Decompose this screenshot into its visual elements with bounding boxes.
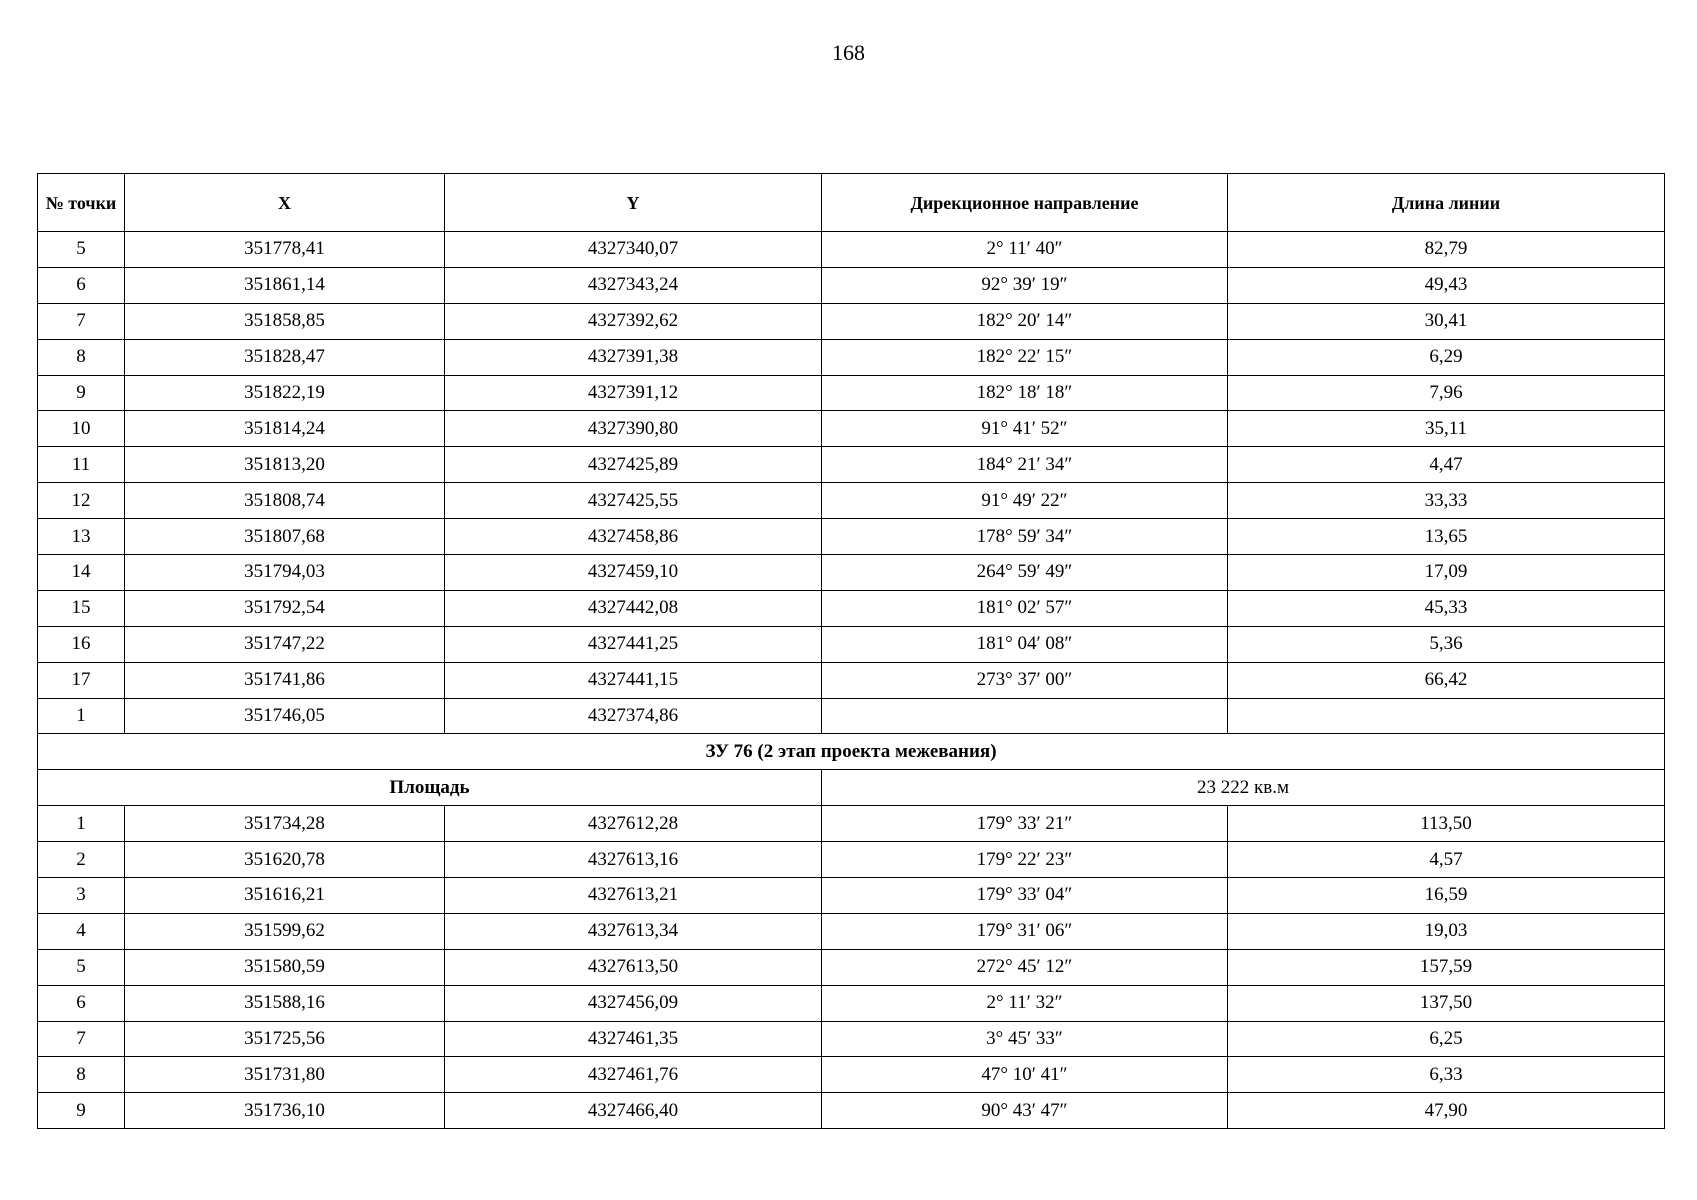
- cell-y: 4327613,34: [445, 913, 822, 949]
- cell-y: 4327391,38: [445, 339, 822, 375]
- table-row: [38, 339, 1665, 375]
- cell-y: 4327425,89: [445, 447, 822, 483]
- table-row: [38, 1093, 1665, 1129]
- table-row: [38, 878, 1665, 914]
- cell-line-length: 35,11: [1228, 411, 1665, 447]
- header-y: Y: [445, 174, 822, 232]
- cell-x: 351794,03: [125, 555, 445, 591]
- cell-y: 4327343,24: [445, 267, 822, 303]
- section-title: ЗУ 76 (2 этап проекта межевания): [38, 734, 1665, 770]
- cell-y: 4327442,08: [445, 590, 822, 626]
- cell-line-length: 6,25: [1228, 1021, 1665, 1057]
- cell-point-number: 12: [38, 483, 125, 519]
- header-line-length: Длина линии: [1228, 174, 1665, 232]
- cell-direction: 92° 39′ 19″: [822, 267, 1228, 303]
- cell-y: 4327612,28: [445, 806, 822, 842]
- cell-y: 4327374,86: [445, 698, 822, 734]
- cell-y: 4327340,07: [445, 232, 822, 268]
- page-number: 168: [832, 40, 865, 65]
- cell-point-number: 6: [38, 985, 125, 1021]
- area-label: Площадь: [38, 770, 822, 806]
- cell-x: 351808,74: [125, 483, 445, 519]
- cell-point-number: 10: [38, 411, 125, 447]
- cell-line-length: 13,65: [1228, 519, 1665, 555]
- cell-x: 351741,86: [125, 662, 445, 698]
- cell-point-number: 7: [38, 303, 125, 339]
- cell-x: 351580,59: [125, 949, 445, 985]
- cell-point-number: 5: [38, 949, 125, 985]
- cell-point-number: 9: [38, 375, 125, 411]
- cell-line-length: 66,42: [1228, 662, 1665, 698]
- section-block: [38, 734, 1665, 806]
- cell-x: 351736,10: [125, 1093, 445, 1129]
- cell-line-length: 17,09: [1228, 555, 1665, 591]
- table-header-row: [38, 174, 1665, 232]
- cell-line-length: 137,50: [1228, 985, 1665, 1021]
- table-row: [38, 985, 1665, 1021]
- section-title-row: [38, 734, 1665, 770]
- cell-point-number: 1: [38, 806, 125, 842]
- cell-point-number: 6: [38, 267, 125, 303]
- cell-y: 4327391,12: [445, 375, 822, 411]
- cell-direction: 264° 59′ 49″: [822, 555, 1228, 591]
- table-row: [38, 626, 1665, 662]
- cell-y: 4327458,86: [445, 519, 822, 555]
- cell-x: 351813,20: [125, 447, 445, 483]
- cell-direction: 179° 31′ 06″: [822, 913, 1228, 949]
- cell-point-number: 16: [38, 626, 125, 662]
- table-row: [38, 555, 1665, 591]
- cell-x: 351731,80: [125, 1057, 445, 1093]
- cell-x: 351814,24: [125, 411, 445, 447]
- table-body-part2: [38, 806, 1665, 1129]
- table-row: [38, 806, 1665, 842]
- cell-direction: 91° 49′ 22″: [822, 483, 1228, 519]
- cell-direction: 179° 33′ 04″: [822, 878, 1228, 914]
- cell-point-number: 1: [38, 698, 125, 734]
- table-row: [38, 303, 1665, 339]
- cell-point-number: 7: [38, 1021, 125, 1057]
- cell-x: 351822,19: [125, 375, 445, 411]
- table-row: [38, 842, 1665, 878]
- cell-direction: 90° 43′ 47″: [822, 1093, 1228, 1129]
- table-row: [38, 590, 1665, 626]
- table-body-part1: [38, 232, 1665, 734]
- cell-line-length: [1228, 698, 1665, 734]
- cell-direction: 91° 41′ 52″: [822, 411, 1228, 447]
- table-row: [38, 1021, 1665, 1057]
- cell-direction: [822, 698, 1228, 734]
- cell-line-length: 49,43: [1228, 267, 1665, 303]
- cell-line-length: 33,33: [1228, 483, 1665, 519]
- cell-y: 4327456,09: [445, 985, 822, 1021]
- table-row: [38, 913, 1665, 949]
- cell-line-length: 16,59: [1228, 878, 1665, 914]
- cell-line-length: 4,57: [1228, 842, 1665, 878]
- cell-x: 351828,47: [125, 339, 445, 375]
- table-row: [38, 949, 1665, 985]
- table-row: [38, 698, 1665, 734]
- cell-y: 4327441,15: [445, 662, 822, 698]
- cell-y: 4327441,25: [445, 626, 822, 662]
- table-row: [38, 232, 1665, 268]
- cell-direction: 272° 45′ 12″: [822, 949, 1228, 985]
- cell-direction: 2° 11′ 32″: [822, 985, 1228, 1021]
- cell-direction: 182° 18′ 18″: [822, 375, 1228, 411]
- table-row: [38, 483, 1665, 519]
- cell-x: 351747,22: [125, 626, 445, 662]
- cell-direction: 273° 37′ 00″: [822, 662, 1228, 698]
- cell-line-length: 6,33: [1228, 1057, 1665, 1093]
- cell-line-length: 4,47: [1228, 447, 1665, 483]
- cell-x: 351620,78: [125, 842, 445, 878]
- area-row: [38, 770, 1665, 806]
- header-x: X: [125, 174, 445, 232]
- header-point-number: № точки: [38, 174, 125, 232]
- cell-point-number: 8: [38, 1057, 125, 1093]
- table-row: [38, 447, 1665, 483]
- cell-point-number: 3: [38, 878, 125, 914]
- cell-y: 4327459,10: [445, 555, 822, 591]
- cell-x: 351858,85: [125, 303, 445, 339]
- cell-point-number: 11: [38, 447, 125, 483]
- cell-line-length: 5,36: [1228, 626, 1665, 662]
- area-value: 23 222 кв.м: [822, 770, 1665, 806]
- cell-direction: 182° 22′ 15″: [822, 339, 1228, 375]
- cell-y: 4327390,80: [445, 411, 822, 447]
- cell-line-length: 82,79: [1228, 232, 1665, 268]
- cell-y: 4327392,62: [445, 303, 822, 339]
- cell-line-length: 47,90: [1228, 1093, 1665, 1129]
- cell-y: 4327466,40: [445, 1093, 822, 1129]
- cell-y: 4327613,16: [445, 842, 822, 878]
- cell-line-length: 7,96: [1228, 375, 1665, 411]
- cell-point-number: 14: [38, 555, 125, 591]
- cell-y: 4327461,76: [445, 1057, 822, 1093]
- cell-direction: 179° 33′ 21″: [822, 806, 1228, 842]
- cell-line-length: 157,59: [1228, 949, 1665, 985]
- table-row: [38, 267, 1665, 303]
- cell-x: 351599,62: [125, 913, 445, 949]
- cell-point-number: 17: [38, 662, 125, 698]
- header-direction: Дирекционное направление: [822, 174, 1228, 232]
- cell-line-length: 30,41: [1228, 303, 1665, 339]
- cell-direction: 179° 22′ 23″: [822, 842, 1228, 878]
- cell-point-number: 9: [38, 1093, 125, 1129]
- cell-point-number: 15: [38, 590, 125, 626]
- cell-point-number: 4: [38, 913, 125, 949]
- cell-x: 351807,68: [125, 519, 445, 555]
- cell-direction: 2° 11′ 40″: [822, 232, 1228, 268]
- cell-y: 4327425,55: [445, 483, 822, 519]
- cell-point-number: 8: [38, 339, 125, 375]
- cell-x: 351734,28: [125, 806, 445, 842]
- cell-x: 351861,14: [125, 267, 445, 303]
- table-row: [38, 411, 1665, 447]
- cell-x: 351725,56: [125, 1021, 445, 1057]
- table-row: [38, 662, 1665, 698]
- coordinates-table: [37, 173, 1665, 1129]
- cell-direction: 181° 04′ 08″: [822, 626, 1228, 662]
- cell-point-number: 5: [38, 232, 125, 268]
- cell-line-length: 19,03: [1228, 913, 1665, 949]
- cell-y: 4327613,50: [445, 949, 822, 985]
- table-row: [38, 375, 1665, 411]
- cell-direction: 184° 21′ 34″: [822, 447, 1228, 483]
- cell-x: 351616,21: [125, 878, 445, 914]
- cell-direction: 182° 20′ 14″: [822, 303, 1228, 339]
- cell-x: 351746,05: [125, 698, 445, 734]
- cell-direction: 47° 10′ 41″: [822, 1057, 1228, 1093]
- cell-line-length: 6,29: [1228, 339, 1665, 375]
- cell-y: 4327613,21: [445, 878, 822, 914]
- table-row: [38, 519, 1665, 555]
- cell-line-length: 45,33: [1228, 590, 1665, 626]
- cell-line-length: 113,50: [1228, 806, 1665, 842]
- cell-x: 351588,16: [125, 985, 445, 1021]
- cell-point-number: 13: [38, 519, 125, 555]
- cell-y: 4327461,35: [445, 1021, 822, 1057]
- cell-direction: 178° 59′ 34″: [822, 519, 1228, 555]
- table-row: [38, 1057, 1665, 1093]
- cell-direction: 181° 02′ 57″: [822, 590, 1228, 626]
- cell-point-number: 2: [38, 842, 125, 878]
- cell-x: 351792,54: [125, 590, 445, 626]
- cell-direction: 3° 45′ 33″: [822, 1021, 1228, 1057]
- cell-x: 351778,41: [125, 232, 445, 268]
